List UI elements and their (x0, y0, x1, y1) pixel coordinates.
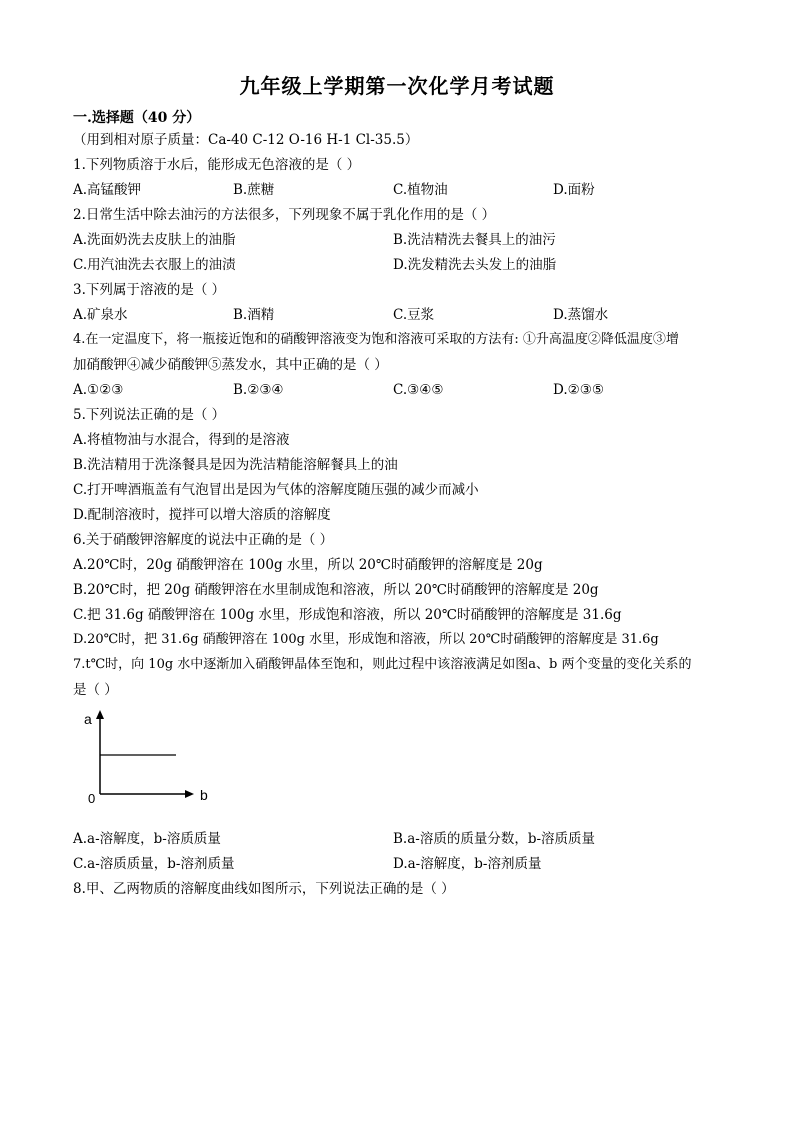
question-stem: 8.甲、乙两物质的溶解度曲线如图所示，下列说法正确的是（ ） (73, 881, 455, 897)
question-stem: 6.关于硝酸钾溶解度的说法中正确的是（ ） (73, 532, 334, 548)
option-c: C.把 31.6g 硝酸钾溶在 100g 水里，形成饱和溶液，所以 20℃时硝酸钾的溶解度是 31.6g (73, 607, 622, 623)
option-a: A.20℃时，20g 硝酸钾溶在 100g 水里，所以 20℃时硝酸钾的溶解度是 20g (73, 557, 543, 573)
option-d: D.面粉 (553, 182, 595, 198)
option-c: C.豆浆 (393, 307, 435, 323)
option-b: B.酒精 (233, 307, 275, 323)
option-a: A.高锰酸钾 (73, 182, 142, 198)
option-d: D.20℃时，把 31.6g 硝酸钾溶在 100g 水里，形成饱和溶液，所以 20℃时硝酸钾的溶解度是 31.6g (73, 632, 659, 647)
option-d: D.蒸馏水 (553, 307, 609, 323)
question-stem: 3.下列属于溶液的是（ ） (73, 282, 226, 298)
option-b: B.a-溶质的质量分数，b-溶质质量 (393, 831, 596, 847)
a-b-graph (80, 708, 220, 810)
x-axis-label: b (200, 787, 208, 803)
option-b: B.②③④ (233, 382, 284, 398)
question-stem-line: 7.t℃时，向 10g 水中逐渐加入硝酸钾晶体至饱和，则此过程中该溶液满足如图a、b 两个变量的变化关系的 (73, 657, 692, 672)
x-axis-arrow (185, 790, 194, 798)
option-d: D.a-溶解度，b-溶剂质量 (393, 856, 542, 872)
question-stem-line: 4.在一定温度下，将一瓶接近饱和的硝酸钾溶液变为饱和溶液可采取的方法有: ①升高温度②降低温度③增 (73, 332, 679, 347)
question-stem-line: 是（ ） (73, 682, 118, 698)
option-a: A.①②③ (73, 382, 124, 398)
option-c: C.打开啤酒瓶盖有气泡冒出是因为气体的溶解度随压强的减少而减小 (73, 482, 479, 498)
question-stem: 2.日常生活中除去油污的方法很多，下列现象不属于乳化作用的是（ ） (73, 207, 496, 223)
option-b: B.蔗糖 (233, 182, 275, 198)
option-c: C.a-溶质质量，b-溶剂质量 (73, 856, 235, 872)
section-heading: 一.选择题（40 分） (73, 110, 201, 126)
option-d: D.配制溶液时，搅拌可以增大溶质的溶解度 (73, 507, 331, 523)
option-d: D.②③⑤ (553, 382, 604, 398)
option-c: C.植物油 (393, 182, 448, 198)
option-c: C.③④⑤ (393, 382, 444, 398)
option-b: B.洗洁精洗去餐具上的油污 (393, 232, 556, 248)
atomic-mass-note: （用到相对原子质量：Ca-40 C-12 O-16 H-1 Cl-35.5） (73, 132, 419, 148)
page-title: 九年级上学期第一次化学月考试题 (239, 74, 555, 98)
question-stem: 5.下列说法正确的是（ ） (73, 407, 226, 423)
option-a: A.a-溶解度，b-溶质质量 (73, 831, 221, 847)
option-d: D.洗发精洗去头发上的油脂 (393, 257, 557, 273)
option-a: A.矿泉水 (73, 307, 128, 323)
origin-label: 0 (88, 791, 96, 806)
question-stem-line: 加硝酸钾④减少硝酸钾⑤蒸发水，其中正确的是（ ） (73, 357, 388, 373)
question-stem: 1.下列物质溶于水后，能形成无色溶液的是（ ） (73, 157, 361, 173)
y-axis-arrow (96, 710, 104, 719)
option-b: B.20℃时，把 20g 硝酸钾溶在水里制成饱和溶液，所以 20℃时硝酸钾的溶解度是 20g (73, 582, 599, 598)
option-b: B.洗洁精用于洗涤餐具是因为洗洁精能溶解餐具上的油 (73, 457, 398, 473)
option-c: C.用汽油洗去衣服上的油渍 (73, 257, 236, 273)
option-a: A.将植物油与水混合，得到的是溶液 (73, 432, 290, 448)
option-a: A.洗面奶洗去皮肤上的油脂 (73, 232, 236, 248)
y-axis-label: a (84, 711, 92, 727)
